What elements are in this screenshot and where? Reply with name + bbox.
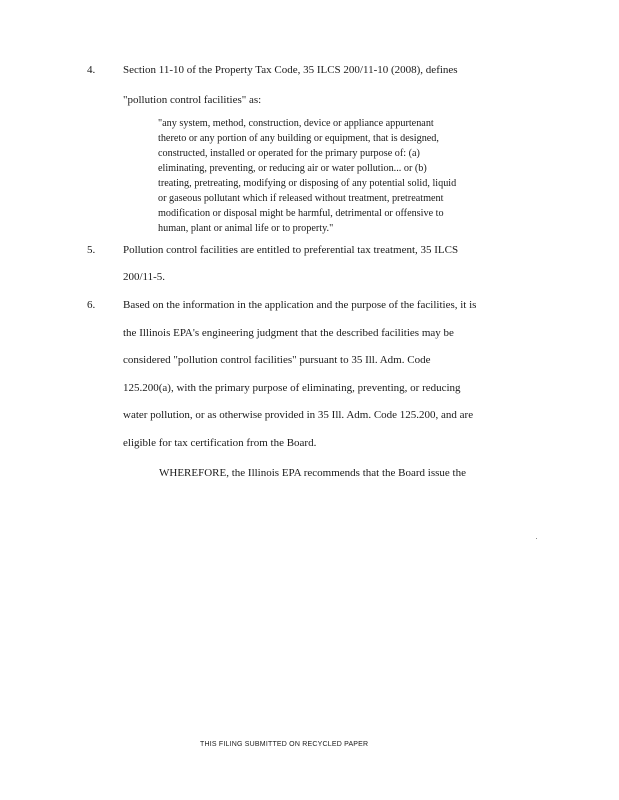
paragraph-line: Section 11-10 of the Property Tax Code, 35 ILCS 200/11-10 (2008), defines [123, 64, 458, 76]
paragraph-line: water pollution, or as otherwise provided in 35 Ill. Adm. Code 125.200, and are [123, 409, 474, 421]
paragraph-number: 4. [87, 64, 96, 76]
paragraph-line: the Illinois EPA's engineering judgment that the described facilities may be [123, 327, 454, 339]
scan-speck [536, 538, 537, 539]
page-footer: THIS FILING SUBMITTED ON RECYCLED PAPER [200, 741, 369, 748]
paragraph-line: Pollution control facilities are entitled to preferential tax treatment, 35 ILCS [123, 244, 459, 256]
quote-line: human, plant or animal life or to property." [158, 223, 334, 234]
quote-line: modification or disposal might be harmful, detrimental or offensive to [158, 208, 444, 219]
paragraph-line: considered "pollution control facilities" pursuant to 35 Ill. Adm. Code [123, 354, 431, 366]
quote-line: "any system, method, construction, device or appliance appurtenant [158, 118, 434, 129]
quote-line: eliminating, preventing, or reducing air or water pollution... or (b) [158, 163, 427, 174]
paragraph-number: 5. [87, 244, 96, 256]
paragraph-line: "pollution control facilities" as: [123, 94, 262, 106]
quote-line: or gaseous pollutant which if released without treatment, pretreatment [158, 193, 444, 204]
paragraph-line: eligible for tax certification from the Board. [123, 437, 317, 449]
quote-line: thereto or any portion of any building or equipment, that is designed, [158, 133, 439, 144]
quote-line: treating, pretreating, modifying or disposing of any potential solid, liquid [158, 178, 457, 189]
paragraph-line: Based on the information in the application and the purpose of the facilities, it is [123, 299, 477, 311]
paragraph-line: 125.200(a), with the primary purpose of eliminating, preventing, or reducing [123, 382, 461, 394]
paragraph-line: 200/11-5. [123, 271, 166, 283]
closing-wherefore: WHEREFORE, the Illinois EPA recommends that the Board issue the [159, 467, 466, 479]
paragraph-number: 6. [87, 299, 96, 311]
quote-line: constructed, installed or operated for the primary purpose of: (a) [158, 148, 420, 159]
